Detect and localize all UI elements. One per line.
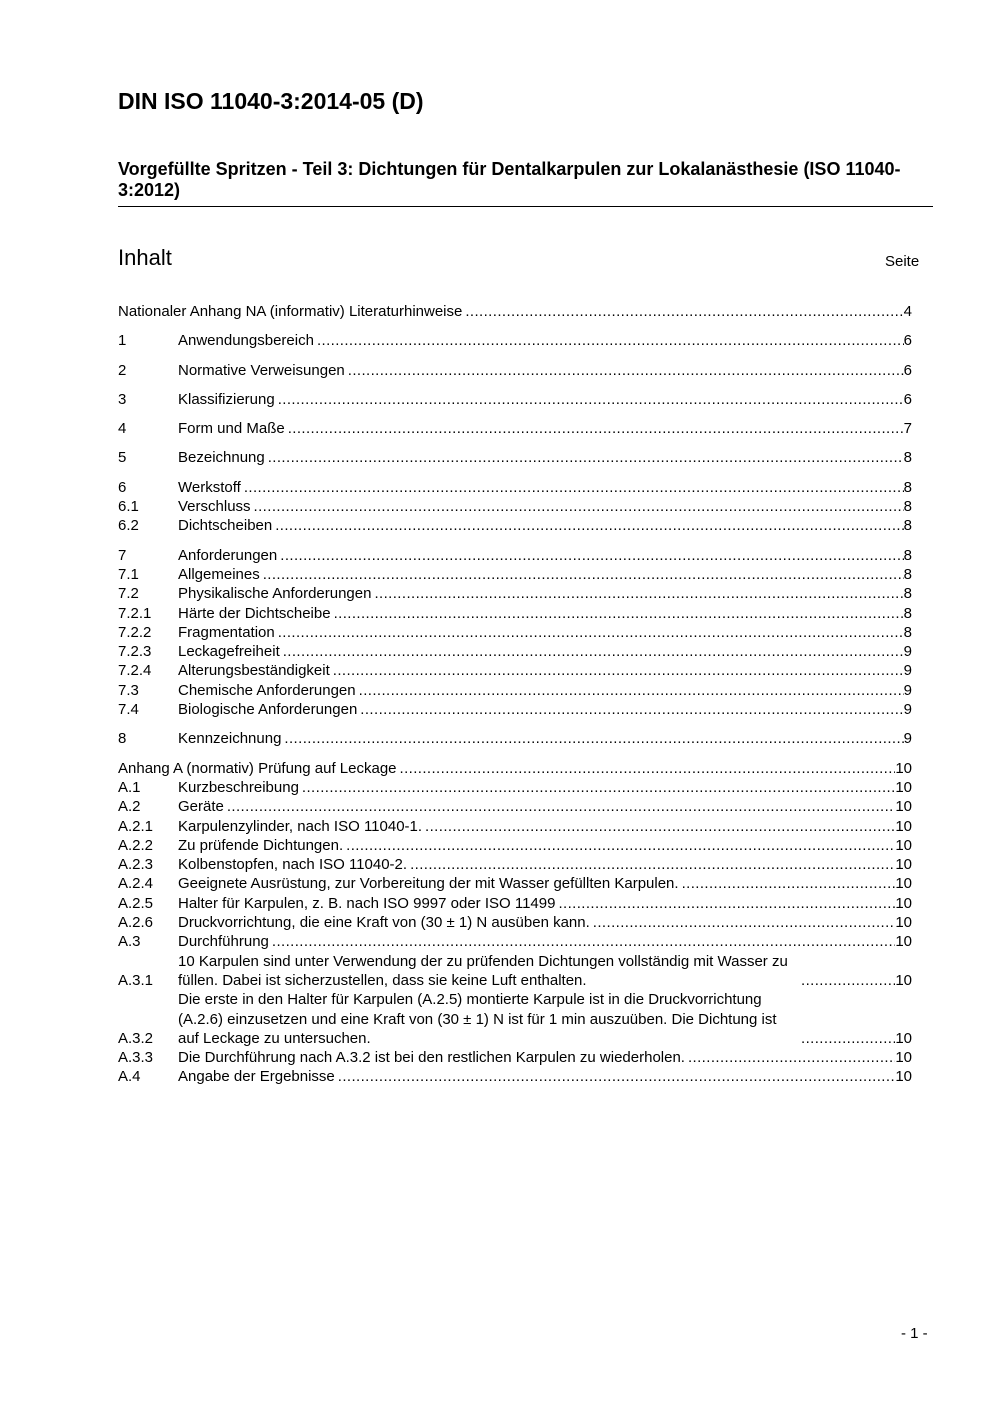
toc-entry-page: 10: [895, 875, 912, 893]
toc-entry-number: A.4: [118, 1068, 141, 1086]
toc-entry-title: Durchführung: [178, 933, 269, 951]
toc-entry[interactable]: [118, 516, 912, 535]
toc-entry-number: 7.3: [118, 681, 139, 699]
toc-entry-number: 7.2: [118, 585, 139, 603]
toc-entry-number: 6.1: [118, 498, 139, 516]
toc-entry-number: 7.2.2: [118, 623, 152, 641]
toc-entry[interactable]: [118, 497, 912, 516]
toc-entry[interactable]: [118, 836, 912, 855]
dot-leader: [425, 817, 895, 836]
dot-leader: [280, 546, 903, 565]
toc-entry-page: 9: [903, 701, 912, 719]
dot-leader: [359, 681, 904, 700]
toc-entry-title: Anwendungsbereich: [178, 332, 314, 350]
toc-entry-page: 10: [895, 1068, 912, 1086]
toc-entry-number: 7.2.1: [118, 604, 152, 622]
toc-entry-title: Allgemeines: [178, 565, 260, 583]
toc-entry-title: Alterungsbeständigkeit: [178, 662, 330, 680]
dot-leader: [268, 448, 904, 467]
toc-entry-page: 10: [895, 798, 912, 816]
dot-leader: [302, 778, 895, 797]
toc-entry[interactable]: [118, 1048, 912, 1067]
toc-entry-title: Biologische Anforderungen: [178, 701, 358, 719]
dot-leader: [288, 419, 904, 438]
toc-entry-title: Fragmentation: [178, 623, 275, 641]
toc-entry-page: 10: [895, 778, 912, 796]
toc-entry-title: Dichtscheiben: [178, 517, 273, 535]
toc-entry-number: 1: [118, 332, 127, 350]
toc-entry-title: Nationaler Anhang NA (informativ) Literaturhinweise: [118, 303, 463, 320]
dot-leader: [227, 797, 895, 816]
toc-entry[interactable]: [118, 990, 912, 1048]
dot-leader: [275, 516, 903, 535]
toc-entry-page: 8: [903, 449, 912, 467]
toc-entry-page: 10: [895, 856, 912, 874]
toc-entry[interactable]: [118, 565, 912, 584]
toc-entry-title: Form und Maße: [178, 420, 285, 438]
toc-entry-number: A.2: [118, 798, 141, 816]
toc-entry[interactable]: [118, 604, 912, 623]
toc-entry-title: Leckagefreiheit: [178, 643, 280, 661]
toc-entry[interactable]: [118, 681, 912, 700]
dot-leader: [272, 932, 895, 951]
toc-entry-number: 7: [118, 546, 127, 564]
toc-entry-number: 6: [118, 478, 127, 496]
toc-entry-page: 10: [895, 1049, 912, 1067]
toc-entry-number: A.2.3: [118, 856, 154, 874]
toc-entry-title: Verschluss: [178, 498, 251, 516]
toc-entry[interactable]: [118, 913, 912, 932]
toc-entry-number: 7.4: [118, 701, 139, 719]
toc-entry[interactable]: [118, 894, 912, 913]
toc-entry-number: 3: [118, 390, 127, 408]
toc-entry-page: 10: [895, 971, 912, 989]
toc-entry-number: A.3.1: [118, 971, 154, 989]
toc-entry[interactable]: [118, 419, 912, 438]
toc-entry-page: 8: [903, 517, 912, 535]
document-id: DIN ISO 11040-3:2014-05 (D): [118, 88, 424, 114]
toc-entry[interactable]: [118, 623, 912, 642]
toc-entry-number: A.2.5: [118, 894, 154, 912]
toc-entry-number: 4: [118, 420, 127, 438]
toc-entry[interactable]: [118, 361, 912, 380]
toc-entry-title: Klassifizierung: [178, 390, 275, 408]
dot-leader: [263, 565, 904, 584]
toc-entry[interactable]: [118, 759, 912, 778]
dot-leader: [801, 1029, 895, 1048]
toc-entry-page: 8: [903, 604, 912, 622]
toc-entry-number: 7.1: [118, 565, 139, 583]
toc-entry-page: 8: [903, 623, 912, 641]
toc-entry-page: 10: [895, 836, 912, 854]
toc-entry[interactable]: [118, 874, 912, 893]
toc-entry[interactable]: [118, 797, 912, 816]
title-divider: [118, 206, 933, 207]
toc-entry[interactable]: [118, 855, 912, 874]
dot-leader: [374, 584, 903, 603]
toc-entry-title: Druckvorrichtung, die eine Kraft von (30 ± 1) N ausüben kann.: [178, 914, 590, 932]
toc-entry-page: 8: [903, 546, 912, 564]
toc-entry[interactable]: [118, 700, 912, 719]
toc-entry-title: Physikalische Anforderungen: [178, 585, 372, 603]
dot-leader: [317, 331, 904, 350]
toc-entry-number: A.2.4: [118, 875, 154, 893]
toc-entry-title: Geräte: [178, 798, 224, 816]
toc-entry-page: 9: [903, 643, 912, 661]
dot-leader: [278, 623, 904, 642]
toc-entry[interactable]: [118, 302, 912, 321]
dot-leader: [410, 855, 895, 874]
toc-entry[interactable]: [118, 478, 912, 497]
toc-entry-title: Kolbenstopfen, nach ISO 11040-2.: [178, 856, 408, 874]
dot-leader: [338, 1067, 896, 1086]
toc-entry-page: 6: [903, 390, 912, 408]
dot-leader: [593, 913, 896, 932]
dot-leader: [801, 971, 895, 990]
dot-leader: [558, 894, 895, 913]
toc-entry-number: 7.2.3: [118, 643, 152, 661]
toc-entry-number: 7.2.4: [118, 662, 152, 680]
toc-entry-page: 8: [903, 498, 912, 516]
toc-entry[interactable]: [118, 584, 912, 603]
toc-entry-page: 6: [903, 361, 912, 379]
toc-entry-number: A.3.2: [118, 1029, 154, 1047]
toc-entry[interactable]: [118, 661, 912, 680]
toc-entry[interactable]: [118, 778, 912, 797]
dot-leader: [682, 874, 896, 893]
toc-entry-page: 10: [895, 759, 912, 777]
dot-leader: [334, 604, 904, 623]
toc-entry-page: 6: [903, 332, 912, 350]
dot-leader: [360, 700, 903, 719]
toc-entry-title: Normative Verweisungen: [178, 361, 345, 379]
toc-entry-title: Zu prüfende Dichtungen.: [178, 836, 344, 854]
toc-entry[interactable]: [118, 642, 912, 661]
toc-entry[interactable]: [118, 390, 912, 409]
toc-entry-number: A.2.6: [118, 914, 154, 932]
toc-entry[interactable]: [118, 448, 912, 467]
page-column-label: Seite: [885, 253, 920, 270]
toc-entry-title: Werkstoff: [178, 478, 241, 496]
toc-heading: Inhalt: [118, 245, 172, 270]
toc-entry[interactable]: [118, 331, 912, 350]
toc-entry-title: Kurzbeschreibung: [178, 778, 299, 796]
toc-entry-page: 9: [903, 681, 912, 699]
toc-entry[interactable]: [118, 817, 912, 836]
toc-entry-title: Die erste in den Halter für Karpulen (A.2.5) montierte Karpule ist in die Druckvorrichtung (A.2.6) einzusetzen und eine Kraft von (30 ± 1) N ist für 1 min auszuüben. Die Dichtung ist auf Leckage zu untersuchen.: [178, 991, 777, 1047]
toc-entry-number: 2: [118, 361, 127, 379]
toc-entry-title: Angabe der Ergebnisse: [178, 1068, 335, 1086]
dot-leader: [400, 759, 896, 778]
toc-entry-title: Härte der Dichtscheibe: [178, 604, 331, 622]
toc-entry-title: Karpulenzylinder, nach ISO 11040-1.: [178, 817, 423, 835]
toc-entry-page: 10: [895, 1029, 912, 1047]
toc-entry-title: Halter für Karpulen, z. B. nach ISO 9997 oder ISO 11499: [178, 894, 556, 912]
toc-entry-number: 6.2: [118, 517, 139, 535]
toc-entry[interactable]: [118, 932, 912, 951]
table-of-contents: [118, 302, 912, 1087]
toc-entry-page: 4: [903, 303, 912, 320]
dot-leader: [278, 390, 904, 409]
toc-entry-number: A.3: [118, 933, 141, 951]
toc-entry[interactable]: [118, 1067, 912, 1086]
page-number: - 1 -: [901, 1325, 928, 1342]
toc-entry-page: 8: [903, 585, 912, 603]
toc-entry[interactable]: [118, 546, 912, 565]
toc-entry-page: 8: [903, 478, 912, 496]
dot-leader: [688, 1048, 895, 1067]
dot-leader: [333, 661, 904, 680]
dot-leader: [283, 642, 904, 661]
toc-entry-page: 7: [903, 420, 912, 438]
dot-leader: [465, 302, 903, 321]
toc-entry[interactable]: [118, 952, 912, 991]
toc-entry-page: 9: [903, 730, 912, 748]
dot-leader: [244, 478, 904, 497]
toc-entry-page: 10: [895, 894, 912, 912]
toc-entry-page: 10: [895, 933, 912, 951]
toc-entry-page: 8: [903, 565, 912, 583]
toc-entry-page: 10: [895, 817, 912, 835]
dot-leader: [254, 497, 904, 516]
toc-entry-number: A.2.1: [118, 817, 154, 835]
toc-entry-number: 5: [118, 449, 127, 467]
toc-entry-title: Die Durchführung nach A.3.2 ist bei den restlichen Karpulen zu wiederholen.: [178, 1049, 685, 1067]
dot-leader: [346, 836, 895, 855]
toc-entry-title: Anhang A (normativ) Prüfung auf Leckage: [118, 759, 397, 777]
toc-entry-title: Kennzeichnung: [178, 730, 282, 748]
toc-entry[interactable]: [118, 729, 912, 748]
dot-leader: [284, 729, 903, 748]
toc-entry-title: Bezeichnung: [178, 449, 265, 467]
toc-entry-title: Geeignete Ausrüstung, zur Vorbereitung der mit Wasser gefüllten Karpulen.: [178, 875, 679, 893]
toc-entry-number: A.3.3: [118, 1049, 154, 1067]
toc-entry-page: 10: [895, 914, 912, 932]
toc-entry-title: 10 Karpulen sind unter Verwendung der zu prüfenden Dichtungen vollständig mit Wasser zu füllen. Dabei ist sicherzustellen, dass sie keine Luft enthalten.: [178, 952, 788, 989]
toc-entry-number: A.1: [118, 778, 141, 796]
toc-entry-title: Chemische Anforderungen: [178, 681, 356, 699]
dot-leader: [348, 361, 904, 380]
toc-entry-title: Anforderungen: [178, 546, 278, 564]
toc-entry-number: 8: [118, 730, 127, 748]
toc-entry-page: 9: [903, 662, 912, 680]
document-subtitle: Vorgefüllte Spritzen - Teil 3: Dichtungen für Dentalkarpulen zur Lokalanästhesie (ISO 11040-3:2012): [118, 159, 901, 200]
toc-entry-number: A.2.2: [118, 836, 154, 854]
